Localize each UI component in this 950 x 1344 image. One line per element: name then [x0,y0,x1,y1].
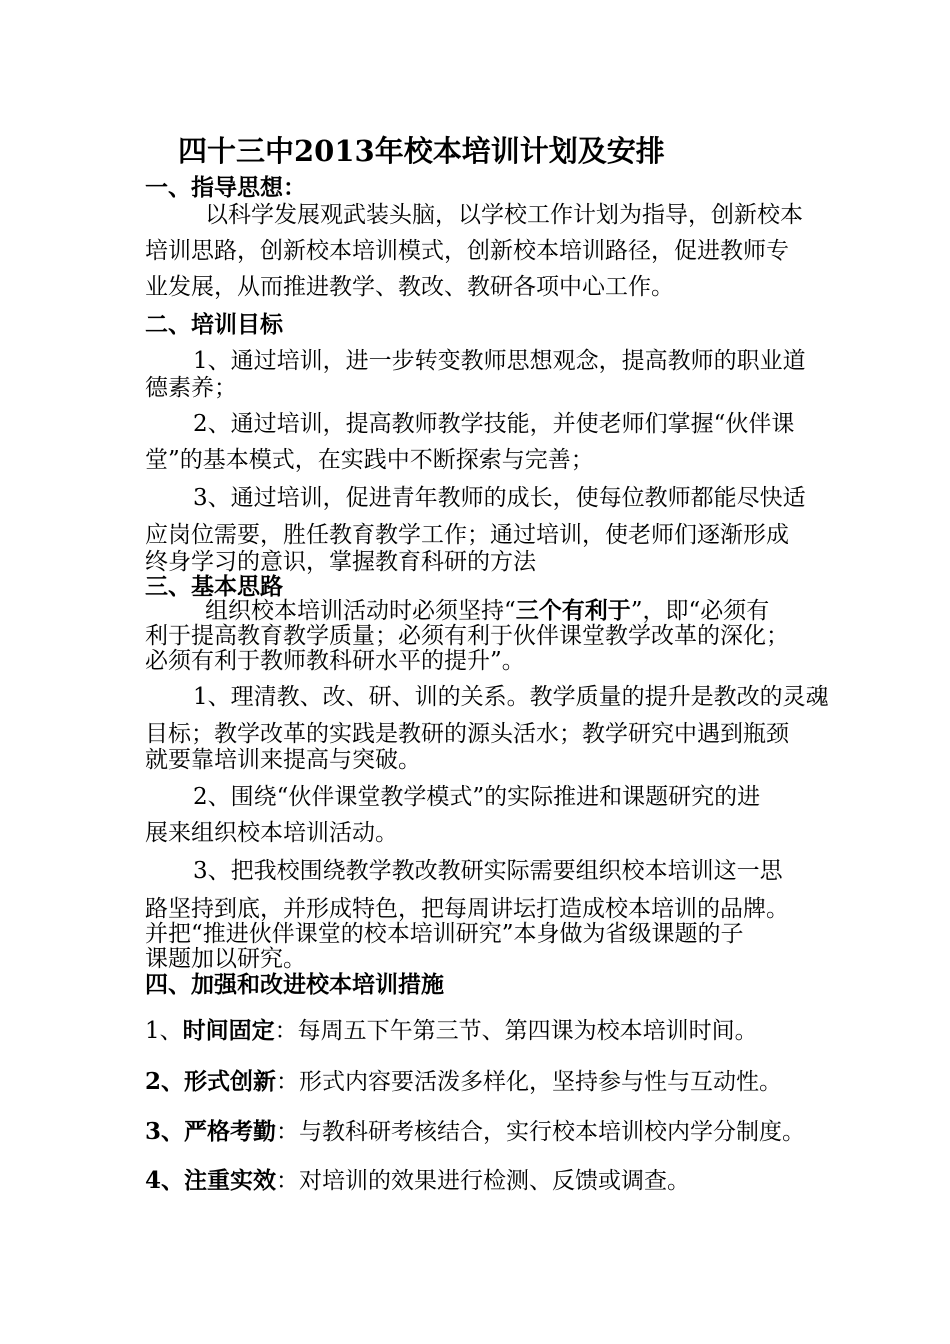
measure-item [145,1167,690,1195]
paragraph-line: 课题加以研究。 [145,946,306,972]
paragraph-line: 必须有利于教师教科研水平的提升”。 [145,648,525,674]
section-heading-training-goals: 二、培训目标 [145,311,283,338]
measure-number: 2、 [145,1068,185,1095]
paragraph-line: 培训思路，创新校本培训模式，创新校本培训路径，促进教师专 [145,238,789,264]
section-heading-guiding-thought: 一、指导思想： [145,174,306,201]
paragraph-line: 1、理清教、改、研、训的关系。教学质量的提升是教改的灵魂 [193,684,829,710]
measure-number: 3、 [145,1118,185,1145]
paragraph-line: 2、通过培训，提高教师教学技能，并使老师们掌握“伙伴课 [193,411,795,437]
intro-text-a: 组织校本培训活动时必须坚持“ [205,598,516,624]
measure-item [145,1068,782,1096]
paragraph-line: 应岗位需要，胜任教育教学工作；通过培训，使老师们逐渐形成 [145,522,789,548]
measure-text: ：与教科研考核结合，实行校本培训校内学分制度。 [276,1119,806,1145]
measure-text: ：每周五下午第三节、第四课为校本培训时间。 [274,1018,758,1044]
section-heading-measures: 四、加强和改进校本培训措施 [145,971,444,998]
measure-number: 4、 [145,1167,185,1194]
paragraph-line: 终身学习的意识，掌握教育科研的方法 [145,549,536,575]
paragraph-line: 德素养； [145,375,237,401]
measure-number: 1、 [145,1018,183,1044]
measure-text: ：形式内容要活泼多样化，坚持参与性与互动性。 [276,1069,783,1095]
paragraph-line: 业发展，从而推进教学、教改、教研各项中心工作。 [145,274,674,300]
paragraph-line: 展来组织校本培训活动。 [145,820,398,846]
paragraph-line: 3、通过培训，促进青年教师的成长，使每位教师都能尽快适 [193,485,806,511]
paragraph-line: 以科学发展观武装头脑，以学校工作计划为指导，创新校本 [205,202,803,228]
measure-label: 形式创新 [184,1068,277,1095]
measure-text: ：对培训的效果进行检测、反馈或调查。 [276,1168,691,1194]
intro-text-bold: 三个有利于 [515,597,631,624]
paragraph-line: 2、围绕“伙伴课堂教学模式”的实际推进和课题研究的进 [193,784,761,810]
page-title: 四十三中2013年校本培训计划及安排 [178,134,665,168]
paragraph-line: 并把“推进伙伴课堂的校本培训研究”本身做为省级课题的子 [145,921,744,947]
paragraph-line: 3、把我校围绕教学教改教研实际需要组织校本培训这一思 [193,858,783,884]
measure-label: 时间固定 [182,1017,275,1044]
paragraph-line: 1、通过培训，进一步转变教师思想观念，提高教师的职业道 [193,348,806,374]
paragraph-line: 利于提高教育教学质量；必须有利于伙伴课堂教学改革的深化； [145,623,789,649]
section-heading-basic-approach: 三、基本思路 [145,573,283,600]
paragraph-line: 目标；教学改革的实践是教研的源头活水；教学研究中遇到瓶颈 [145,721,789,747]
measure-label: 注重实效 [184,1167,277,1194]
measure-item [145,1118,805,1146]
paragraph-line [205,597,769,625]
paragraph-line: 堂”的基本模式，在实践中不断探索与完善； [145,447,594,473]
measure-label: 严格考勤 [184,1118,277,1145]
paragraph-line: 路坚持到底，并形成特色，把每周讲坛打造成校本培训的品牌。 [145,896,789,922]
intro-text-b: ”，即“必须有 [630,598,770,624]
measure-item [145,1017,758,1045]
paragraph-line: 就要靠培训来提高与突破。 [145,747,421,773]
